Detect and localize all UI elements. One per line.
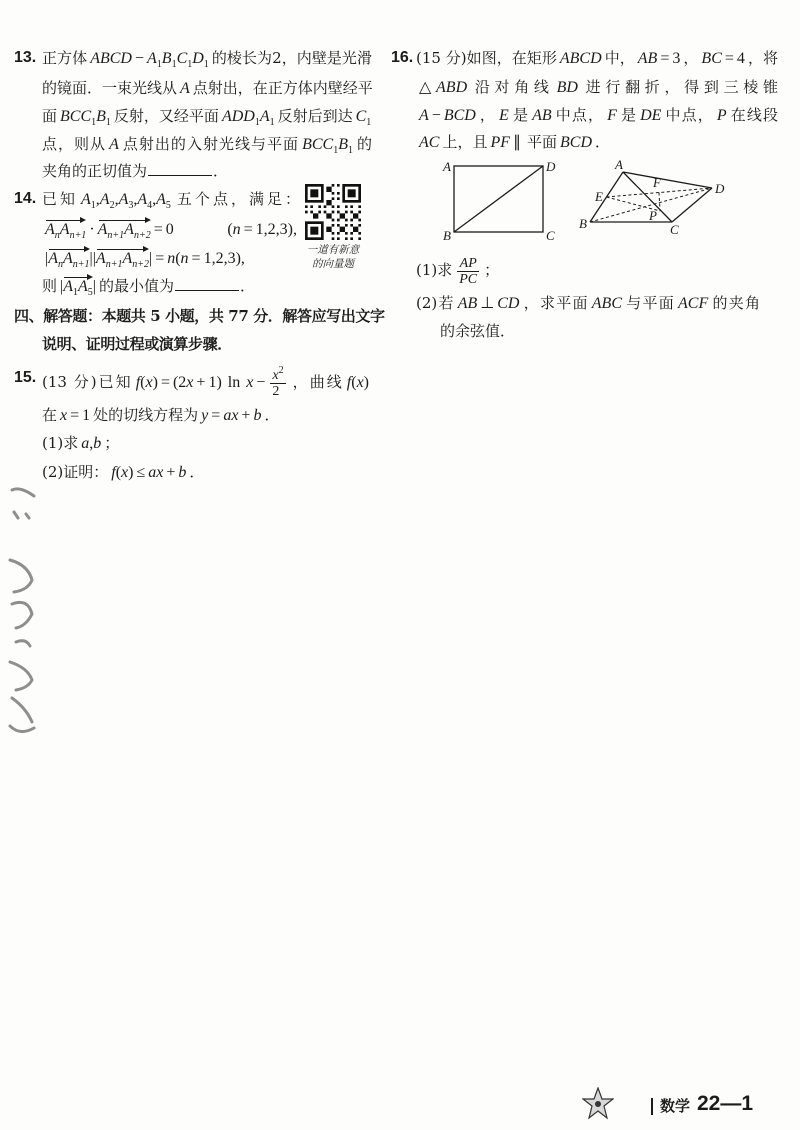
diagonal-bd xyxy=(454,166,543,232)
text-run: △ xyxy=(419,79,437,96)
text-run: 正方体 xyxy=(42,49,88,67)
question-16-figure xyxy=(430,155,750,245)
question-15-line-2 xyxy=(42,405,279,425)
math-variable: A xyxy=(109,136,119,153)
math-variable: A xyxy=(180,80,190,97)
math-variable: AC xyxy=(419,134,440,151)
math-expression xyxy=(635,50,684,67)
math-variable: E xyxy=(499,107,509,124)
subscript: 4 xyxy=(147,200,153,211)
text-run: 沿对角线 xyxy=(470,78,554,96)
tetra-label-p: P xyxy=(649,208,657,223)
tetra-label-b: B xyxy=(579,216,587,231)
math-variable: ABCD xyxy=(559,50,602,67)
math-operator: + xyxy=(196,374,206,392)
text-run: ) xyxy=(128,464,134,481)
math-operator: + xyxy=(241,407,251,424)
question-15-part-2 xyxy=(42,462,204,482)
text-run: | xyxy=(92,278,96,295)
text-run: 则 xyxy=(42,277,58,295)
question-15-line-1 xyxy=(42,365,372,399)
text-run: 的 xyxy=(355,135,372,153)
text-run: ． xyxy=(264,406,280,424)
math-variable: B xyxy=(96,108,106,125)
math-expression xyxy=(589,295,625,312)
math-variable: AP xyxy=(459,256,477,271)
subscript: 1 xyxy=(73,287,78,298)
subscript: 1 xyxy=(105,117,111,128)
math-expression xyxy=(78,435,104,452)
math-variable: b xyxy=(178,464,187,481)
subscript: n+1 xyxy=(72,259,90,270)
math-variable: AB xyxy=(637,50,658,67)
text-run: 五个点，满足： xyxy=(173,190,300,208)
subscript: 1 xyxy=(347,145,353,156)
tetra-label-c: C xyxy=(670,222,679,237)
text-run: 已知 xyxy=(42,190,79,208)
scan-margin-marks xyxy=(0,470,50,750)
math-variable: A xyxy=(62,250,73,267)
text-run: 1,2,3), xyxy=(203,250,245,267)
math-expression xyxy=(299,136,356,156)
text-run: (2)证明： xyxy=(42,463,109,481)
vector xyxy=(96,248,149,268)
math-variable: ABC xyxy=(591,295,622,312)
text-run: 是 xyxy=(619,106,638,124)
text-run: 在线段 xyxy=(729,106,778,124)
question-16-part-2-line-1 xyxy=(416,293,760,313)
text-run: ，求平面 xyxy=(522,294,589,312)
text-run: ，将 xyxy=(747,49,778,67)
math-variable: A xyxy=(59,221,70,238)
math-operator: = xyxy=(211,407,221,424)
subscript: 1 xyxy=(187,59,193,70)
math-variable: DE xyxy=(640,107,662,124)
question-13-line-2 xyxy=(42,78,372,98)
text-run: ( xyxy=(351,374,357,392)
text-run: 中点， xyxy=(554,106,605,124)
math-variable: A xyxy=(78,278,88,295)
math-variable: BCC xyxy=(60,108,92,125)
math-expression xyxy=(108,464,189,481)
math-expression xyxy=(496,107,512,124)
text-run: 点射出，在正方体内壁经平 xyxy=(192,79,373,97)
math-variable: x xyxy=(145,374,153,392)
math-variable: y xyxy=(201,407,209,424)
question-15-part-1 xyxy=(42,433,119,453)
math-variable: AB xyxy=(457,295,478,312)
text-run: , xyxy=(114,191,119,208)
math-expression xyxy=(675,295,711,312)
qr-code[interactable] xyxy=(305,184,361,240)
math-operator: · xyxy=(89,221,95,238)
fraction-numerator xyxy=(270,365,285,384)
text-run: ； xyxy=(104,434,120,452)
text-run: 的余弦值． xyxy=(440,322,516,340)
text-run: 处的切线方程为 xyxy=(93,406,199,424)
math-expression xyxy=(42,221,300,241)
text-run: , xyxy=(95,191,100,208)
math-variable: x xyxy=(186,374,194,392)
math-operator: = xyxy=(724,50,734,67)
math-expression xyxy=(487,134,527,151)
rect-label-c: C xyxy=(546,228,555,243)
text-run: ， xyxy=(683,49,699,67)
tetra-label-a: A xyxy=(615,157,623,172)
question-13-line-4 xyxy=(42,134,372,154)
text-run: 的夹角 xyxy=(711,294,760,312)
subscript: 2 xyxy=(109,200,115,211)
text-run: 与平面 xyxy=(624,294,675,312)
math-expression xyxy=(177,80,193,97)
subscript: 3 xyxy=(128,200,134,211)
footer-divider xyxy=(651,1098,653,1115)
math-variable: F xyxy=(607,107,617,124)
subscript: n xyxy=(57,259,63,270)
section-heading-line-1: 四、解答题：本题共 5 小题，共 77 分．解答应写出文字 xyxy=(14,307,385,325)
math-variable: BC xyxy=(701,50,722,67)
text-run: ( xyxy=(115,464,122,481)
text-run: (1)求 xyxy=(42,434,79,452)
math-variable: PC xyxy=(459,272,478,287)
vector xyxy=(48,248,89,268)
math-variable: BD xyxy=(556,79,578,96)
text-run: 的最小值为 xyxy=(98,277,174,295)
text-run: 3 xyxy=(672,50,681,67)
subscript: 1 xyxy=(203,59,209,70)
math-variable: b xyxy=(253,407,262,424)
math-operator: ⊥ xyxy=(480,295,495,312)
publisher-logo-icon xyxy=(582,1087,614,1121)
math-variable: PF xyxy=(490,134,511,151)
math-expression xyxy=(133,365,291,399)
math-variable: AB xyxy=(532,107,552,124)
question-14-line-2 xyxy=(42,219,300,239)
question-13-number: 13. xyxy=(14,49,37,66)
math-variable: BCD xyxy=(560,134,593,151)
question-13-line-5 xyxy=(42,161,228,181)
math-variable: C xyxy=(355,108,367,125)
text-run: | xyxy=(148,250,153,267)
answer-blank xyxy=(148,161,212,176)
math-variable: ABCD xyxy=(90,50,132,67)
subscript: n+1 xyxy=(107,230,125,241)
text-run: 是 xyxy=(511,106,530,124)
math-operator: ∥ xyxy=(513,134,522,151)
superscript: 2 xyxy=(278,365,284,376)
subscript: n+2 xyxy=(132,259,149,270)
text-run: 1 xyxy=(82,407,91,424)
tetra-label-e: E xyxy=(595,189,603,204)
text-run: 的镜面．一束光线从 xyxy=(42,79,178,97)
math-expression xyxy=(198,407,264,424)
math-variable: A xyxy=(124,221,134,238)
math-variable: BCD xyxy=(443,107,476,124)
footer-subject: 数学 xyxy=(660,1097,691,1115)
tetra-label-f: F xyxy=(653,175,661,190)
question-16-part-2-line-2 xyxy=(440,321,515,341)
question-13-line-1 xyxy=(42,48,372,68)
math-variable: n xyxy=(180,250,189,267)
math-expression xyxy=(554,79,581,96)
fraction-denominator xyxy=(270,384,285,399)
text-run: 面 xyxy=(42,107,58,125)
text-run: ． xyxy=(213,162,229,180)
math-expression xyxy=(416,107,479,124)
subscript: 1 xyxy=(171,59,177,70)
text-run: 反射后到达 xyxy=(277,107,353,125)
math-variable: A xyxy=(95,250,106,267)
text-run: 2 xyxy=(272,384,280,399)
math-operator: = xyxy=(160,374,170,392)
text-run: , xyxy=(133,191,138,208)
math-variable: x xyxy=(60,407,68,424)
text-run: (15 分)如图，在矩形 xyxy=(416,49,557,67)
math-variable: CD xyxy=(497,295,520,312)
subscript: n+1 xyxy=(69,230,87,241)
math-variable: A xyxy=(45,221,55,238)
question-14-number: 14. xyxy=(14,190,37,207)
math-variable: B xyxy=(338,136,348,153)
math-variable: ax xyxy=(148,464,164,481)
text-run: ． xyxy=(189,463,205,481)
math-variable: x xyxy=(121,464,129,481)
math-variable: n xyxy=(232,221,241,238)
text-run: 0 ( xyxy=(165,221,233,238)
text-run: ， xyxy=(478,106,497,124)
math-variable: P xyxy=(716,107,727,124)
text-run: , xyxy=(152,191,157,208)
text-run: ． xyxy=(595,133,611,151)
subscript: 1 xyxy=(366,117,372,128)
text-run: ； xyxy=(484,261,500,280)
math-expression xyxy=(344,374,372,391)
vector xyxy=(98,219,151,239)
math-operator: + xyxy=(166,464,176,481)
rect-label-d: D xyxy=(546,159,556,174)
question-16-line-1 xyxy=(416,48,778,68)
math-variable: BCC xyxy=(302,136,334,153)
math-expression xyxy=(416,79,470,96)
math-variable: A xyxy=(259,108,270,125)
math-expression xyxy=(106,136,122,153)
math-variable: A xyxy=(97,221,108,238)
math-variable: x xyxy=(246,374,254,392)
qr-caption-line-1: 一道有新意 xyxy=(306,244,360,256)
text-run: || xyxy=(89,250,96,267)
text-run: 中， xyxy=(604,49,635,67)
math-operator: = xyxy=(191,250,201,267)
math-variable: A xyxy=(156,191,166,208)
question-16-line-2 xyxy=(416,77,778,97)
math-variable: A xyxy=(81,191,91,208)
math-variable: ADD xyxy=(221,108,255,125)
question-14-line-3 xyxy=(42,248,300,268)
text-run: | xyxy=(45,250,49,267)
math-expression xyxy=(604,107,620,124)
math-variable: B xyxy=(161,50,172,67)
question-13-line-3 xyxy=(42,106,372,126)
math-operator: ≤ xyxy=(136,464,146,481)
math-expression xyxy=(416,134,442,151)
subscript: 1 xyxy=(156,59,162,70)
question-16-number: 16. xyxy=(391,49,414,66)
math-expression xyxy=(557,50,605,67)
question-16-line-4 xyxy=(416,132,610,152)
text-run: ( xyxy=(175,250,181,267)
rect-label-a: A xyxy=(443,159,451,174)
subscript: n xyxy=(54,230,60,241)
text-run: (2 xyxy=(172,374,187,392)
text-run: , xyxy=(89,435,94,452)
vector xyxy=(45,219,86,239)
math-expression xyxy=(714,107,730,124)
math-expression xyxy=(57,108,114,128)
math-operator: − xyxy=(134,50,144,67)
text-run: ( xyxy=(140,374,146,392)
math-expression xyxy=(353,108,375,128)
question-15-number: 15. xyxy=(14,369,37,386)
math-variable: A xyxy=(63,278,73,295)
math-variable: x xyxy=(272,368,279,383)
math-expression xyxy=(455,295,523,312)
math-variable: f xyxy=(111,464,116,481)
fraction xyxy=(457,256,479,287)
math-variable: ACF xyxy=(678,295,709,312)
math-operator: − xyxy=(256,374,266,392)
question-14-line-1 xyxy=(42,189,300,209)
math-expression xyxy=(57,407,93,424)
text-run: 平面 xyxy=(527,133,558,151)
text-run: 上，且 xyxy=(442,133,488,151)
subscript: n+1 xyxy=(105,259,123,270)
question-16-part-1 xyxy=(416,256,500,287)
text-run: ) xyxy=(363,374,369,392)
math-operator: = xyxy=(153,221,163,238)
text-run: (1)求 xyxy=(416,261,453,280)
math-variable: x xyxy=(356,374,364,392)
text-run: (2)若 xyxy=(416,294,455,312)
text-run: 点射出的入射光线与平面 xyxy=(121,135,300,153)
text-run: 4 xyxy=(736,50,745,67)
math-variable: a xyxy=(81,435,90,452)
math-operator: = xyxy=(660,50,670,67)
subscript: 1 xyxy=(91,117,97,128)
math-variable: D xyxy=(192,50,204,67)
text-run: 中点， xyxy=(664,106,714,124)
math-expression xyxy=(637,107,664,124)
math-expression xyxy=(529,107,555,124)
text-run: 在 xyxy=(42,406,58,424)
fraction-denominator xyxy=(457,272,479,287)
math-expression xyxy=(452,256,484,287)
text-run: 点，则从 xyxy=(42,135,107,153)
rect-label-b: B xyxy=(443,228,451,243)
math-expression xyxy=(557,134,595,151)
question-16-line-3 xyxy=(416,105,778,125)
math-expression xyxy=(698,50,747,67)
text-run: 进行翻折，得到三棱锥 xyxy=(580,78,778,96)
math-variable: A xyxy=(99,191,110,208)
text-run: 1) ln xyxy=(208,374,247,392)
math-operator: − xyxy=(431,107,441,124)
text-run: 的棱长为2，内壁是光滑 xyxy=(211,49,372,67)
question-14-line-4 xyxy=(42,276,255,296)
subscript: 1 xyxy=(90,200,96,211)
math-variable: n xyxy=(167,250,176,267)
math-variable: C xyxy=(176,50,188,67)
math-expression xyxy=(87,50,212,70)
math-variable: f xyxy=(346,374,352,392)
math-variable: ABD xyxy=(436,79,468,96)
math-variable: ax xyxy=(223,407,239,424)
subscript: 5 xyxy=(87,287,93,298)
math-variable: A xyxy=(122,250,133,267)
tetra-label-d: D xyxy=(715,181,725,196)
subscript: 1 xyxy=(333,145,339,156)
math-variable: A xyxy=(48,250,58,267)
fraction-numerator xyxy=(457,256,479,272)
section-heading-line-2: 说明、证明过程或演算步骤． xyxy=(42,335,232,353)
subscript: 1 xyxy=(269,117,275,128)
text-run: ． xyxy=(240,277,256,295)
text-run: | xyxy=(60,278,64,295)
math-variable: A xyxy=(118,191,129,208)
math-operator: = xyxy=(70,407,80,424)
math-expression xyxy=(219,108,278,128)
footer-page-code: 22—1 xyxy=(697,1092,754,1115)
math-variable: b xyxy=(93,435,102,452)
subscript: n+2 xyxy=(133,230,151,241)
text-run: 1,2,3), xyxy=(255,221,297,238)
text-run: ，曲线 xyxy=(290,373,344,392)
vector xyxy=(63,276,93,296)
fraction xyxy=(270,365,285,399)
math-variable: A xyxy=(137,191,148,208)
text-run: ) xyxy=(152,374,158,392)
math-variable: A xyxy=(147,50,157,67)
math-expression xyxy=(78,191,174,211)
text-run: (13 分)已知 xyxy=(42,373,133,392)
subscript: 5 xyxy=(165,200,171,211)
text-run: 夹角的正切值为 xyxy=(42,162,148,180)
answer-blank xyxy=(175,276,239,291)
math-variable: A xyxy=(419,107,429,124)
math-variable: f xyxy=(135,374,141,392)
math-expression xyxy=(57,278,99,298)
math-operator: = xyxy=(243,221,253,238)
math-operator: = xyxy=(155,250,165,267)
qr-caption-line-2: 的向量题 xyxy=(312,258,354,270)
subscript: 1 xyxy=(254,117,260,128)
text-run: 反射，又经平面 xyxy=(113,107,219,125)
math-expression xyxy=(42,250,248,270)
